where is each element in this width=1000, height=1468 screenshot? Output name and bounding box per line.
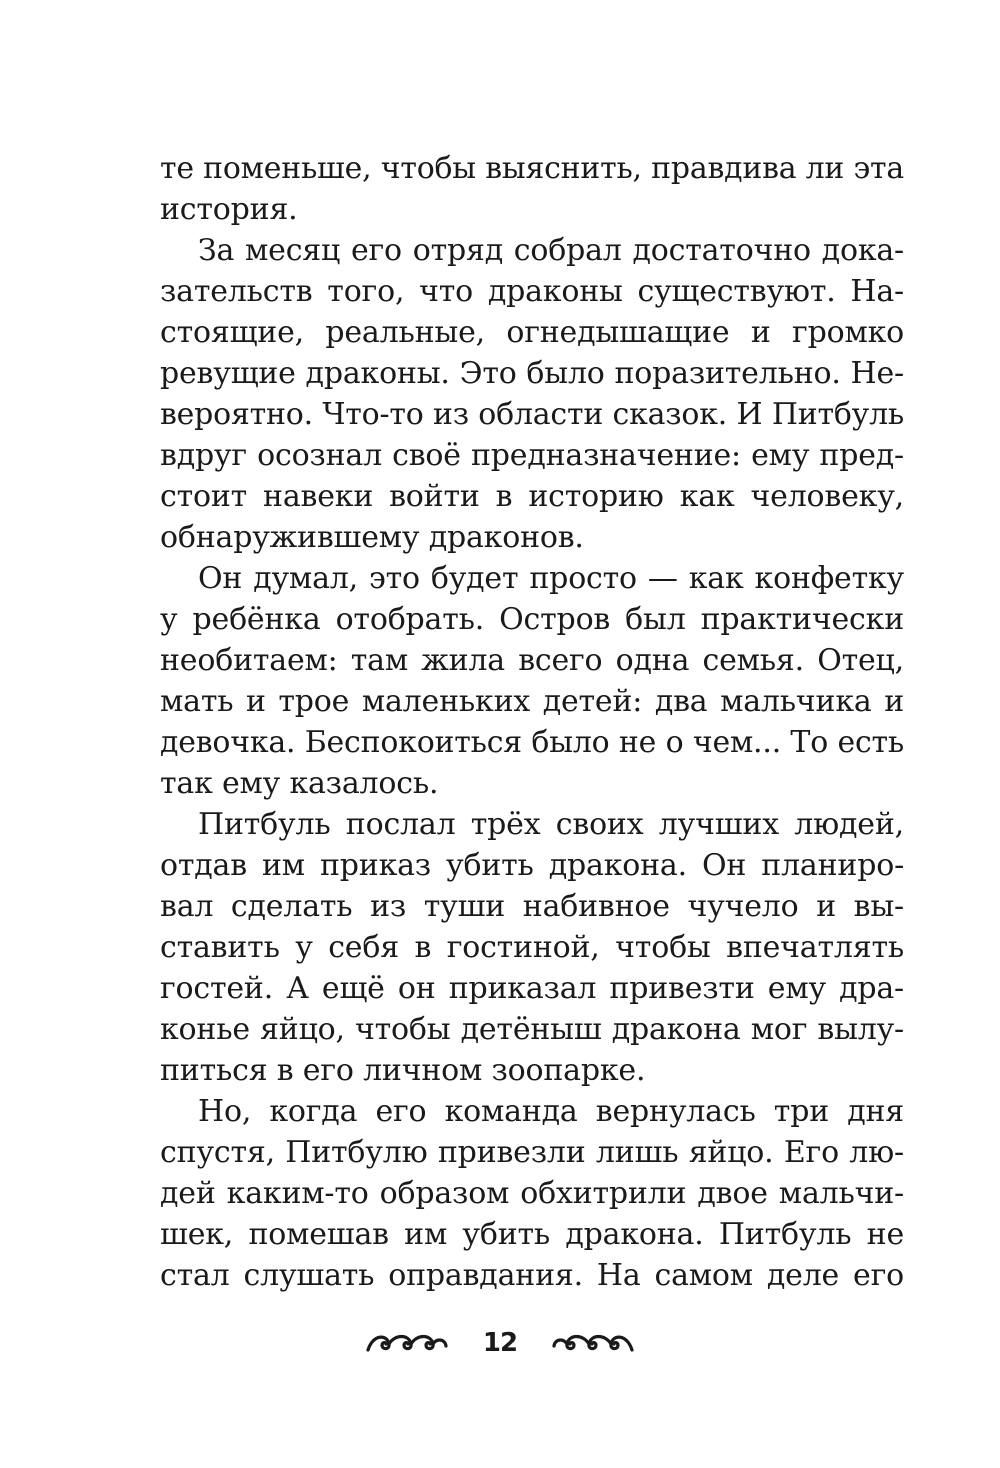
text-line: вал сделать из туши набивное чучело и вы- bbox=[160, 889, 904, 924]
swirl-ornament-left-icon bbox=[365, 1330, 449, 1356]
text-line: отдав им приказ убить дракона. Он планиро- bbox=[160, 848, 904, 883]
text-line: стоящие, реальные, огнедышащие и громко bbox=[160, 315, 904, 350]
text-line: Но, когда его команда вернулась три дня bbox=[198, 1094, 904, 1129]
text-line: вероятно. Что-то из области сказок. И Питбуль bbox=[160, 397, 904, 432]
text-line: ревущие драконы. Это было поразительно. Не- bbox=[160, 356, 904, 391]
text-line: Питбуль послал трёх своих лучших людей, bbox=[198, 807, 904, 842]
text-line: шек, помешав им убить дракона. Питбуль не bbox=[160, 1217, 904, 1252]
page-body-text bbox=[160, 148, 904, 1296]
text-line: стал слушать оправдания. На самом деле его bbox=[160, 1258, 904, 1293]
text-line: питься в его личном зоопарке. bbox=[160, 1053, 646, 1088]
text-line: конье яйцо, чтобы детёныш дракона мог вылу- bbox=[160, 1012, 904, 1047]
page-number: 12 bbox=[482, 1328, 518, 1358]
text-line: гостей. А ещё он приказал привезти ему дра- bbox=[160, 971, 904, 1006]
text-line: мать и трое маленьких детей: два мальчика и bbox=[160, 684, 904, 719]
swirl-ornament-right-icon bbox=[551, 1330, 635, 1356]
text-line: необитаем: там жила всего одна семья. Отец, bbox=[160, 643, 904, 678]
text-line: дей каким-то образом обхитрили двое мальчи- bbox=[160, 1176, 904, 1211]
text-line: зательств того, что драконы существуют. На- bbox=[160, 274, 904, 309]
text-line: стоит навеки войти в историю как человеку, bbox=[160, 479, 904, 514]
text-line: Он думал, это будет просто — как конфетку bbox=[198, 561, 904, 596]
text-line: те поменьше, чтобы выяснить, правдива ли эта bbox=[160, 151, 904, 186]
text-line: так ему казалось. bbox=[160, 766, 439, 801]
text-line: у ребёнка отобрать. Остров был практически bbox=[160, 602, 904, 637]
text-line: вдруг осознал своё предназначение: ему пред- bbox=[160, 438, 904, 473]
text-line: спустя, Питбулю привезли лишь яйцо. Его лю- bbox=[160, 1135, 904, 1170]
text-line: ставить у себя в гостиной, чтобы впечатлять bbox=[160, 930, 904, 965]
text-line: девочка. Беспокоиться было не о чем... То есть bbox=[160, 725, 904, 760]
page-footer bbox=[0, 1318, 1000, 1368]
text-line: обнаружившему драконов. bbox=[160, 520, 584, 555]
text-line: За месяц его отряд собрал достаточно дока- bbox=[198, 233, 904, 268]
text-line: история. bbox=[160, 192, 298, 227]
